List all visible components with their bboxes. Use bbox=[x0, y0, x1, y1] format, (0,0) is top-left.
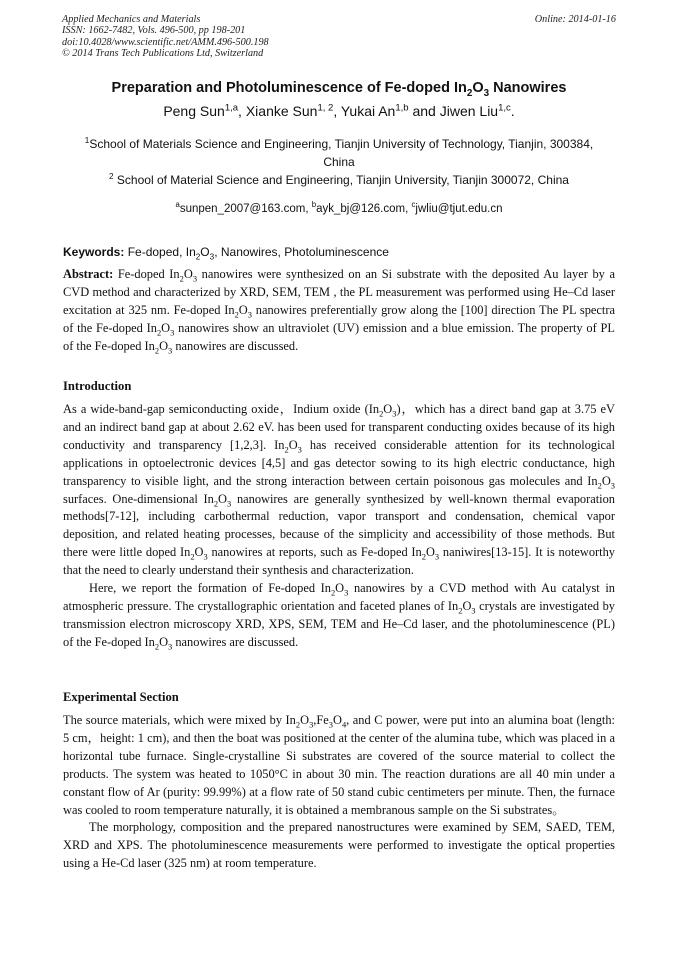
online-date: Online: 2014-01-16 bbox=[534, 14, 616, 25]
journal-copyright: © 2014 Trans Tech Publications Ltd, Switzerland bbox=[62, 47, 264, 59]
author-name: Xianke Sun bbox=[245, 103, 318, 119]
keywords: Keywords: Fe-doped, $In_2O_3$, Nanowires, Photoluminescence bbox=[63, 245, 389, 262]
introduction-paragraph: As a wide-band-gap semiconducting oxide，Indium oxide $(In_2O_3)$，which has a direct band gap at 3.75 eV and an indirect band gap at about 2.62 eV. has been used for transparent conducting oxides because of its high conductivity and transparency [1,2,3]. $In_2O_3$ has received considerable attention for its technological applications in optoelectronic devices [4,5] and gas detector sowing to its high electric conductance, high transparency to visible light, and the strong interaction between certain poisonous gas molecules and $In_2O_3$ surfaces. One-dimensional $In_2O_3$ nanowires are generally synthesized by well-known thermal evaporation methods[7-12], including carbothermal reduction, vapor transport and condensation, chemical vapor deposition, and related heating processes, because of the simplicity and accessibility of those methods. But there were little doped $In_2O_3$ nanowires at reports, such as Fe-doped $In_2O_3$ naniwires[13-15]. It is noteworthy that the need to clearly understand their synthesis and characterization. bbox=[63, 402, 615, 578]
journal-info bbox=[62, 14, 269, 59]
author-name: Peng Sun bbox=[163, 103, 225, 119]
journal-doi: doi:10.4028/www.scientific.net/AMM.496-500.198 bbox=[62, 36, 269, 48]
author-list: Peng Sun$^{1,a}$, Xianke Sun$^{1, 2}$, Yukai An$^{1,b}$ and Jiwen Liu$^{1,c}$. bbox=[163, 102, 515, 119]
experimental-body bbox=[63, 712, 615, 873]
introduction-heading: Introduction bbox=[63, 379, 132, 393]
affiliation-2: $^2$ School of Material Science and Engineering, Tianjin University, Tianjin 300072, China bbox=[109, 172, 569, 187]
journal-name: Applied Mechanics and Materials bbox=[62, 14, 201, 25]
author-name: Jiwen Liu bbox=[439, 103, 499, 119]
introduction-paragraph: Here, we report the formation of Fe-doped $In_2O_3$ nanowires by a CVD method with Au catalyst in atmospheric pressure. The crystallographic orientation and faceted planes of $In_2O_3$ crystals are investigated by transmission electron microscopy XRD, XPS, SEM, TEM and He–Cd laser, and the photoluminescence (PL) of the Fe-doped $In_2O_3$ nanowires are discussed. bbox=[63, 581, 615, 652]
introduction-body bbox=[63, 401, 615, 652]
affiliation-1: $^1$School of Materials Science and Engineering, Tianjin University of Technology, Tianjin, 300384, China bbox=[84, 136, 594, 169]
experimental-paragraph: The morphology, composition and the prepared nanostructures were examined by SEM, SAED, TEM, XRD and XPS. The photoluminescence measurements were performed to investigate the optical properties using a He-Cd laser (325 nm) at room temperature. bbox=[63, 820, 615, 871]
author-emails: $^a$sunpen_2007@163.com, $^b$ayk_bj@126.com, $^c$jwliu@tjut.edu.cn bbox=[175, 200, 503, 215]
author-name: Yukai An bbox=[340, 103, 396, 119]
abstract: Abstract: Fe-doped $In_2O_3$ nanowires were synthesized on an Si substrate with the deposited Au layer by a CVD method and characterized by XRD, SEM, TEM , the PL measurement was performed using He–Cd laser excitation at 325 nm. Fe-doped $In_2O_3$ nanowires preferentially grow along the [100] direction The PL spectra of the Fe-doped $In_2O_3$ nanowires show an ultraviolet (UV) emission and a blue emission. The property of PL of the Fe-doped $In_2O_3$ nanowires are discussed. bbox=[63, 267, 615, 356]
journal-issn: ISSN: 1662-7482, Vols. 496-500, pp 198-201 bbox=[62, 25, 246, 37]
experimental-paragraph: The source materials, which were mixed by $In_2O_3,Fe_3O_4$, and C power, were put into an alumina boat (length: 5 cm，height: 1 cm), and then the boat was positioned at the center of the alumina tube, which was placed in a horizontal tube furnace. Single-crystalline Si substrates are covered of the source material to collect the products. The system was heated to 1050°C in about 30 min. The reaction durations are all 40 min under a constant flow of Ar (purity: 99.99%) at a flow rate of 50 stand cubic centimeters per minute. Then, the furnace was cooled to room temperature naturally, it is obtained a membranous sample on the Si substrates。 bbox=[63, 713, 615, 817]
experimental-heading: Experimental Section bbox=[63, 690, 179, 704]
paper-title: Preparation and Photoluminescence of Fe-doped $In_2O_3$ Nanowires bbox=[111, 80, 567, 99]
